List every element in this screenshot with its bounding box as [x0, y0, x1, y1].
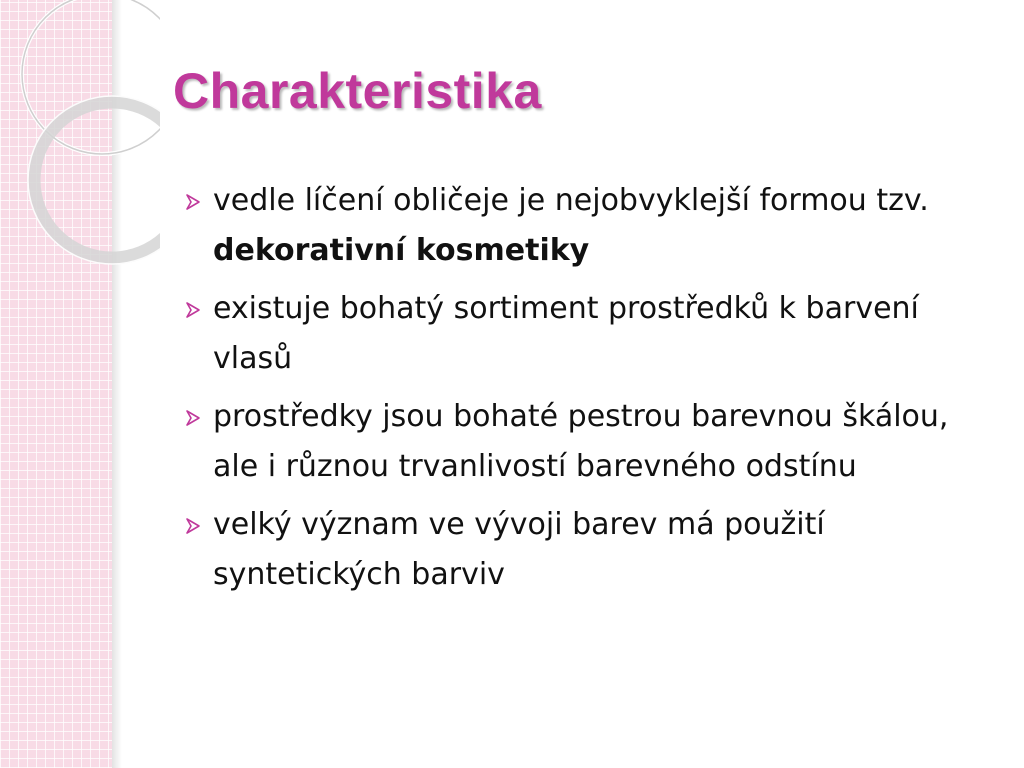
bullet-text: velký význam ve vývoji barev má použití syntetických barviv	[213, 507, 825, 592]
bullet-text: prostředky jsou bohaté pestrou barevnou škálou, ale i různou trvanlivostí barevného odstínu	[213, 399, 949, 484]
decorative-ring-small-highlight	[28, 96, 160, 264]
decorative-ring-small	[34, 102, 160, 258]
bullet-item	[183, 500, 1003, 600]
decorative-ring-large	[22, 0, 160, 154]
arrowhead-bullet-icon	[183, 516, 203, 536]
bullet-item	[183, 176, 1003, 276]
arrowhead-bullet-icon	[183, 192, 203, 212]
bullet-item	[183, 284, 1003, 384]
bullet-bold-text: dekorativní kosmetiky	[213, 233, 590, 268]
arrowhead-bullet-icon	[183, 408, 203, 428]
bullet-text: vedle líčení obličeje je nejobvyklejší formou tzv.	[213, 183, 929, 218]
arrowhead-bullet-icon	[183, 300, 203, 320]
bullet-list	[183, 176, 1003, 608]
decorative-rings	[0, 0, 160, 280]
bullet-text: existuje bohatý sortiment prostředků k barvení vlasů	[213, 291, 919, 376]
slide-title: Charakteristika	[173, 63, 542, 119]
bullet-item	[183, 392, 1003, 492]
